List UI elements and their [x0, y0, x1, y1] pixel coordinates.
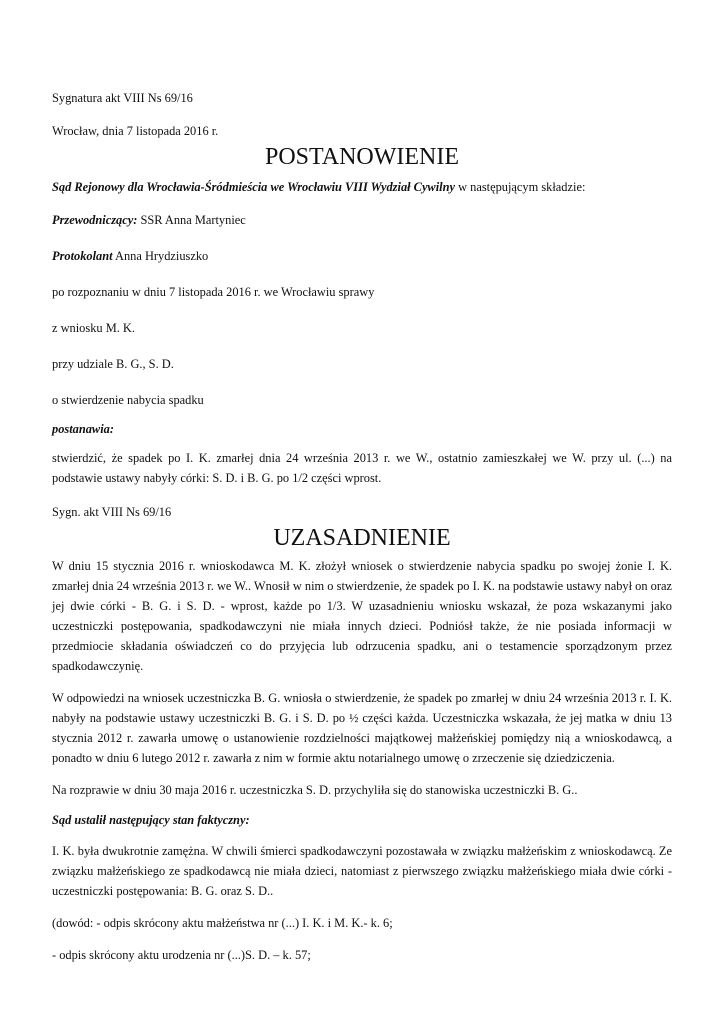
title-postanowienie: POSTANOWIENIE	[264, 144, 460, 170]
facts-heading: Sąd ustalił następujący stan faktyczny:	[52, 813, 250, 827]
ruling-label: postanawia:	[52, 422, 114, 436]
chair-label: Przewodniczący:	[52, 213, 138, 227]
justification-paragraph-4: I. K. była dwukrotnie zamężna. W chwili śmierci spadkodawczyni pozostawała w związku małżeńskim z wnioskodawcą. Ze związku małżeńskiego ze spadkodawcą nie miała dzieci, natomiast z pierwszego związku małżeńskiego miała dwie córki - uczestniczki postępowania: B. G. oraz S. D..	[52, 844, 672, 898]
document-page	[52, 88, 672, 965]
justification-paragraph-2: W odpowiedzi na wniosek uczestniczka B. G. wniosła o stwierdzenie, że spadek po zmarłej w dniu 24 września 2013 r. I. K. nabyły na podstawie ustawy uczestniczki B. G. i S. D. po ½ części każda. Uczestniczka wskazała, że jej matka w dniu 13 stycznia 2012 r. zawarła umowę o ustanowienie rozdzielności majątkowej małżeńskiej pomiędzy nią a wnioskodawcą, a ponadto w dniu 6 lutego 2012 r. zawarła z nim w formie aktu notarialnego umowę o zrzeczenie się dziedziczenia.	[52, 691, 672, 765]
chair-value: SSR Anna Martyniec	[137, 213, 246, 227]
participants-line: przy udziale B. G., S. D.	[52, 357, 174, 371]
court-composition	[52, 177, 672, 197]
clerk-label: Protokolant	[52, 249, 113, 263]
justification-paragraph-3: Na rozprawie w dniu 30 maja 2016 r. uczestniczka S. D. przychyliła się do stanowiska uczestniczki B. G..	[52, 783, 578, 797]
chair-line	[52, 210, 672, 230]
case-signature: Sygnatura akt VIII Ns 69/16	[52, 91, 193, 105]
clerk-value: Anna Hrydziuszko	[112, 249, 209, 263]
ruling-text: stwierdzić, że spadek po I. K. zmarłej dnia 24 września 2013 r. we W., ostatnio zamieszkałej we W. przy ul. (...) na podstawie ustawy nabyły córki: S. D. i B. G. po 1/2 części wprost.	[52, 451, 672, 485]
evidence-line-1: (dowód: - odpis skrócony aktu małżeństwa nr (...) I. K. i M. K.- k. 6;	[52, 916, 393, 930]
place-date: Wrocław, dnia 7 listopada 2016 r.	[52, 124, 219, 138]
clerk-line	[52, 246, 672, 266]
court-name: Sąd Rejonowy dla Wrocławia-Śródmieścia we Wrocławiu VIII Wydział Cywilny	[52, 180, 455, 194]
application-line: z wniosku M. K.	[52, 321, 135, 335]
hearing-line: po rozpoznaniu w dniu 7 listopada 2016 r. we Wrocławiu sprawy	[52, 285, 375, 299]
justification-paragraph-1: W dniu 15 stycznia 2016 r. wnioskodawca M. K. złożył wniosek o stwierdzenie nabycia spadku po swojej żonie I. K. zmarłej dnia 24 września 2013 r. we W.. Wnosił w nim o stwierdzenie, że spadek po I. K. na podstawie ustawy nabył on oraz jej dwie córki - B. G. i S. D. - wprost, każde po 1/3. W uzasadnieniu wniosku wskazał, że poza wskazanymi jako uczestniczki postępowania, spadkodawczyni nie miała innych dzieci. Podniósł także, że nie posiada informacji w przedmiocie składania oświadczeń co do przyjęcia lub odrzucenia spadku, ani o testamencie sporządzonym przez spadkodawczynię.	[52, 559, 672, 673]
subject-line: o stwierdzenie nabycia spadku	[52, 393, 204, 407]
case-signature-2: Sygn. akt VIII Ns 69/16	[52, 505, 172, 519]
court-rest: w następującym składzie:	[454, 180, 586, 194]
evidence-line-2: - odpis skrócony aktu urodzenia nr (...)S. D. – k. 57;	[52, 948, 311, 962]
title-uzasadnienie: UZASADNIENIE	[273, 525, 451, 551]
